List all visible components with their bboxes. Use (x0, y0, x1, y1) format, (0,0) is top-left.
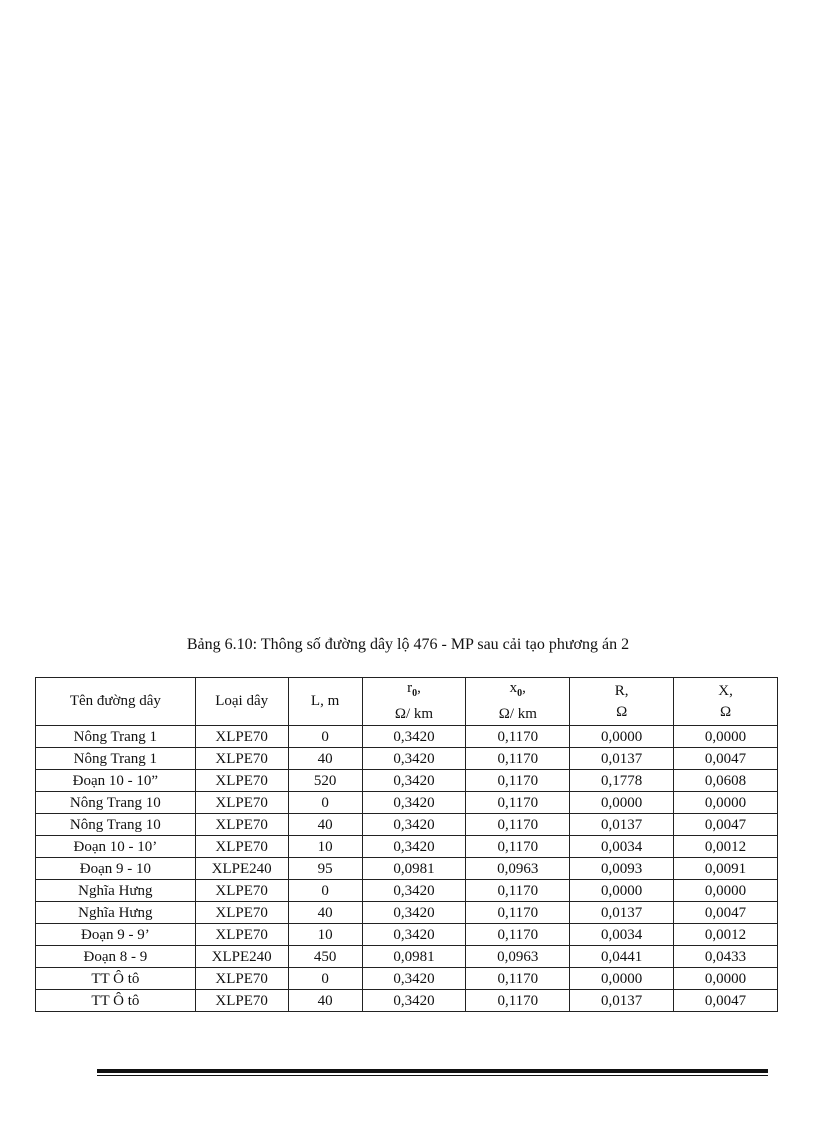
cell-r0: 0,3420 (362, 902, 466, 924)
header-resistance-label: R, (614, 682, 629, 699)
cell-x0: 0,1170 (466, 814, 570, 836)
cell-reactance: 0,0091 (674, 858, 778, 880)
table-row (36, 792, 778, 814)
cell-length: 40 (288, 748, 362, 770)
cell-resistance: 0,0000 (570, 726, 674, 748)
cell-r0: 0,3420 (362, 836, 466, 858)
table-row (36, 770, 778, 792)
cell-length: 0 (288, 968, 362, 990)
header-x0-symbol: x (509, 680, 518, 696)
cell-x0: 0,1170 (466, 792, 570, 814)
cell-resistance: 0,0034 (570, 924, 674, 946)
cell-wire-type: XLPE70 (195, 726, 288, 748)
cell-reactance: 0,0433 (674, 946, 778, 968)
cell-reactance: 0,0012 (674, 836, 778, 858)
table-row (36, 880, 778, 902)
cell-x0: 0,1170 (466, 836, 570, 858)
table-row (36, 946, 778, 968)
cell-line-name: Đoạn 10 - 10” (36, 770, 196, 792)
cell-r0: 0,3420 (362, 814, 466, 836)
cell-line-name: Nông Trang 1 (36, 726, 196, 748)
cell-r0: 0,3420 (362, 990, 466, 1012)
cell-reactance: 0,0608 (674, 770, 778, 792)
cell-r0: 0,3420 (362, 792, 466, 814)
cell-reactance: 0,0000 (674, 880, 778, 902)
cell-wire-type: XLPE70 (195, 836, 288, 858)
cell-r0: 0,3420 (362, 770, 466, 792)
cell-line-name: Đoạn 9 - 9’ (36, 924, 196, 946)
cell-reactance: 0,0000 (674, 792, 778, 814)
cell-r0: 0,3420 (362, 726, 466, 748)
cell-line-name: TT Ô tô (36, 990, 196, 1012)
table-row (36, 968, 778, 990)
cell-x0: 0,0963 (466, 946, 570, 968)
cell-x0: 0,1170 (466, 726, 570, 748)
header-line-name: Tên đường dây (36, 678, 196, 726)
header-reactance-label: X, (718, 682, 733, 699)
cell-reactance: 0,0047 (674, 748, 778, 770)
cell-wire-type: XLPE240 (195, 858, 288, 880)
line-parameters-table (35, 677, 778, 1012)
cell-wire-type: XLPE70 (195, 990, 288, 1012)
cell-r0: 0,0981 (362, 858, 466, 880)
cell-line-name: Nông Trang 1 (36, 748, 196, 770)
cell-wire-type: XLPE70 (195, 924, 288, 946)
table-body (36, 726, 778, 1012)
cell-resistance: 0,0137 (570, 814, 674, 836)
header-r0-subscript: 0 (412, 688, 418, 699)
cell-x0: 0,1170 (466, 990, 570, 1012)
cell-x0: 0,1170 (466, 968, 570, 990)
header-r0-symbol: r (407, 680, 413, 696)
table-row (36, 990, 778, 1012)
cell-reactance: 0,0047 (674, 990, 778, 1012)
cell-line-name: Nghĩa Hưng (36, 880, 196, 902)
footer-rule (97, 1069, 768, 1076)
header-x0-subscript: 0 (517, 688, 523, 699)
table-row (36, 814, 778, 836)
cell-x0: 0,1170 (466, 770, 570, 792)
cell-resistance: 0,0000 (570, 880, 674, 902)
cell-length: 40 (288, 990, 362, 1012)
cell-wire-type: XLPE70 (195, 792, 288, 814)
header-r0-comma: , (417, 680, 421, 696)
header-r0 (362, 678, 466, 726)
cell-line-name: Đoạn 8 - 9 (36, 946, 196, 968)
cell-x0: 0,1170 (466, 902, 570, 924)
cell-r0: 0,0981 (362, 946, 466, 968)
cell-wire-type: XLPE70 (195, 814, 288, 836)
cell-wire-type: XLPE70 (195, 770, 288, 792)
cell-length: 10 (288, 924, 362, 946)
cell-resistance: 0,0034 (570, 836, 674, 858)
cell-resistance: 0,0441 (570, 946, 674, 968)
cell-r0: 0,3420 (362, 924, 466, 946)
cell-reactance: 0,0000 (674, 726, 778, 748)
cell-line-name: Đoạn 10 - 10’ (36, 836, 196, 858)
cell-length: 95 (288, 858, 362, 880)
cell-r0: 0,3420 (362, 968, 466, 990)
header-r0-unit: Ω/ km (394, 706, 434, 722)
cell-line-name: Đoạn 9 - 10 (36, 858, 196, 880)
cell-reactance: 0,0000 (674, 968, 778, 990)
cell-length: 0 (288, 792, 362, 814)
table-row (36, 902, 778, 924)
header-reactance-unit: Ω (719, 703, 732, 720)
cell-reactance: 0,0012 (674, 924, 778, 946)
cell-length: 520 (288, 770, 362, 792)
table-row (36, 748, 778, 770)
cell-r0: 0,3420 (362, 748, 466, 770)
cell-line-name: Nông Trang 10 (36, 792, 196, 814)
table-row (36, 836, 778, 858)
table-row (36, 924, 778, 946)
cell-x0: 0,1170 (466, 880, 570, 902)
header-x0 (466, 678, 570, 726)
footer-rule-thin (97, 1075, 768, 1076)
cell-line-name: Nông Trang 10 (36, 814, 196, 836)
cell-wire-type: XLPE240 (195, 946, 288, 968)
table-header-row (36, 678, 778, 726)
footer-rule-thick (97, 1069, 768, 1073)
cell-resistance: 0,0000 (570, 792, 674, 814)
header-x0-comma: , (522, 680, 526, 696)
cell-r0: 0,3420 (362, 880, 466, 902)
cell-wire-type: XLPE70 (195, 968, 288, 990)
table-row (36, 858, 778, 880)
table-caption: Bảng 6.10: Thông số đường dây lộ 476 - MP sau cải tạo phương án 2 (186, 636, 630, 653)
header-resistance (570, 678, 674, 726)
cell-resistance: 0,0137 (570, 902, 674, 924)
header-wire-type: Loại dây (195, 678, 288, 726)
cell-x0: 0,1170 (466, 924, 570, 946)
cell-resistance: 0,0137 (570, 748, 674, 770)
header-resistance-unit: Ω (616, 703, 628, 720)
cell-length: 0 (288, 726, 362, 748)
cell-x0: 0,0963 (466, 858, 570, 880)
cell-length: 450 (288, 946, 362, 968)
cell-line-name: TT Ô tô (36, 968, 196, 990)
header-x0-unit: Ω/ km (498, 706, 537, 722)
cell-length: 10 (288, 836, 362, 858)
cell-reactance: 0,0047 (674, 814, 778, 836)
cell-resistance: 0,0093 (570, 858, 674, 880)
cell-length: 40 (288, 814, 362, 836)
cell-line-name: Nghĩa Hưng (36, 902, 196, 924)
header-length: L, m (288, 678, 362, 726)
cell-reactance: 0,0047 (674, 902, 778, 924)
header-reactance (674, 678, 778, 726)
table-row (36, 726, 778, 748)
cell-wire-type: XLPE70 (195, 748, 288, 770)
cell-resistance: 0,0137 (570, 990, 674, 1012)
cell-length: 0 (288, 880, 362, 902)
cell-resistance: 0,1778 (570, 770, 674, 792)
cell-x0: 0,1170 (466, 748, 570, 770)
cell-wire-type: XLPE70 (195, 880, 288, 902)
cell-wire-type: XLPE70 (195, 902, 288, 924)
cell-resistance: 0,0000 (570, 968, 674, 990)
cell-length: 40 (288, 902, 362, 924)
